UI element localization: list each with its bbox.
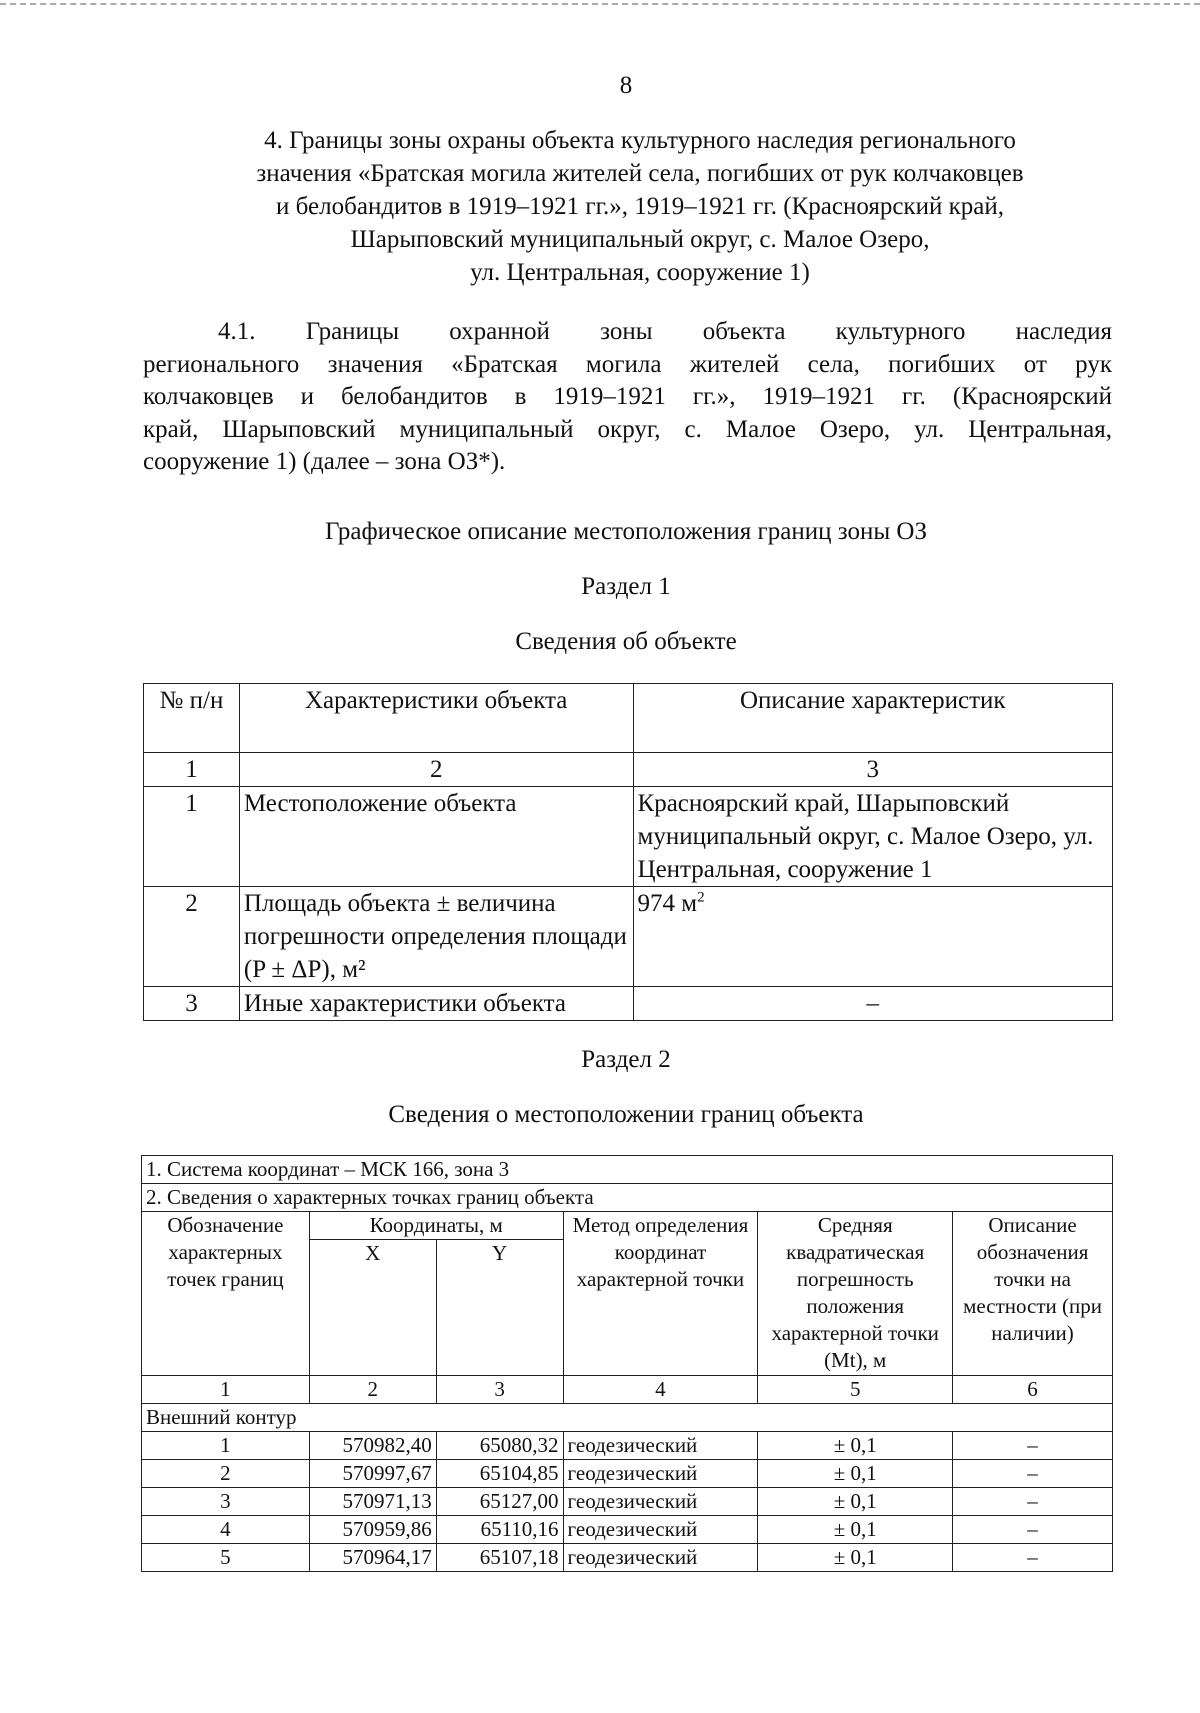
point-x: 570971,13 xyxy=(309,1488,436,1516)
row-value xyxy=(633,887,1112,987)
column-number-row xyxy=(142,1376,1113,1404)
table-row xyxy=(142,1432,1113,1460)
paragraph-line: 4.1. Границы охранной зоны объекта культурного наследия xyxy=(218,318,1112,345)
paragraph-line: сооружение 1) (далее – зона ОЗ*). xyxy=(143,448,506,475)
table-row xyxy=(144,787,1113,887)
heading-line: ул. Центральная, сооружение 1) xyxy=(470,259,810,286)
heading-line: и белобандитов в 1919–1921 гг.», 1919–1921 гг. (Красноярский край, xyxy=(276,193,1004,220)
coord-system-row xyxy=(142,1156,1113,1184)
row-characteristic: Иные характеристики объекта xyxy=(239,987,633,1021)
point-method: геодезический xyxy=(563,1460,758,1488)
heading-line: Шарыповский муниципальный округ, с. Малое Озеро, xyxy=(350,226,930,253)
point-x: 570964,17 xyxy=(309,1544,436,1572)
point-y: 65110,16 xyxy=(436,1516,563,1544)
row-num: 3 xyxy=(144,987,240,1021)
area-value: 974 м xyxy=(637,890,698,917)
paragraph-line: край, Шарыповский муниципальный округ, с. Малое Озеро, ул. Центральная, xyxy=(143,415,1112,443)
col-number: 1 xyxy=(142,1376,310,1404)
table-row xyxy=(142,1488,1113,1516)
row-num: 2 xyxy=(144,887,240,987)
section2-subtitle: Сведения о местоположении границ объекта xyxy=(388,1101,864,1128)
point-num: 5 xyxy=(142,1544,310,1572)
point-method: геодезический xyxy=(563,1488,758,1516)
table-row xyxy=(144,987,1113,1021)
row-value: – xyxy=(633,987,1112,1021)
paragraph-line: колчаковцев и белобандитов в 1919–1921 гг.», 1919–1921 гг. (Красноярский xyxy=(143,383,1112,410)
point-error: ± 0,1 xyxy=(758,1516,953,1544)
col-number: 3 xyxy=(436,1376,563,1404)
graphic-description-title: Графическое описание местоположения границ зоны ОЗ xyxy=(325,518,927,545)
header-point-description: Описание обозначения точки на местности (при наличии) xyxy=(953,1212,1113,1376)
contour-label: Внешний контур xyxy=(142,1404,1113,1432)
header-characteristics: Характеристики объекта xyxy=(239,684,633,753)
point-y: 65107,18 xyxy=(436,1544,563,1572)
col-number: 4 xyxy=(563,1376,758,1404)
point-description: – xyxy=(953,1432,1113,1460)
header-coords: Координаты, м xyxy=(309,1212,563,1240)
col-number: 1 xyxy=(144,753,240,787)
section-heading xyxy=(140,124,1140,289)
section2-title: Раздел 2 xyxy=(581,1046,671,1073)
scan-top-edge xyxy=(0,3,1200,5)
points-title: 2. Сведения о характерных точках границ объекта xyxy=(142,1184,1113,1212)
col-number: 5 xyxy=(758,1376,953,1404)
point-error: ± 0,1 xyxy=(758,1544,953,1572)
header-x: X xyxy=(309,1240,436,1376)
heading-line: 4. Границы зоны охраны объекта культурного наследия регионального xyxy=(264,127,1016,154)
boundary-points-table xyxy=(141,1155,1113,1572)
contour-row xyxy=(142,1404,1113,1432)
header-method: Метод определения координат характерной точки xyxy=(563,1212,758,1376)
point-x: 570959,86 xyxy=(309,1516,436,1544)
point-error: ± 0,1 xyxy=(758,1460,953,1488)
point-error: ± 0,1 xyxy=(758,1432,953,1460)
row-num: 1 xyxy=(144,787,240,887)
point-y: 65104,85 xyxy=(436,1460,563,1488)
table-header-row xyxy=(144,684,1113,753)
point-x: 570997,67 xyxy=(309,1460,436,1488)
row-value: Красноярский край, Шарыповский муниципальный округ, с. Малое Озеро, ул. Центральная, сооружение 1 xyxy=(633,787,1112,887)
heading-line: значения «Братская могила жителей села, погибших от рук колчаковцев xyxy=(256,160,1024,187)
table-row xyxy=(142,1516,1113,1544)
points-title-row xyxy=(142,1184,1113,1212)
header-y: Y xyxy=(436,1240,563,1376)
section1-subtitle: Сведения об объекте xyxy=(515,628,737,655)
point-description: – xyxy=(953,1516,1113,1544)
header-designation: Обозначение характерных точек границ xyxy=(142,1212,310,1376)
table-row xyxy=(142,1544,1113,1572)
point-num: 3 xyxy=(142,1488,310,1516)
point-description: – xyxy=(953,1460,1113,1488)
point-description: – xyxy=(953,1544,1113,1572)
row-characteristic: Площадь объекта ± величина погрешности определения площади (P ± ΔP), м² xyxy=(239,887,633,987)
section1-title: Раздел 1 xyxy=(581,573,671,600)
paragraph-line: регионального значения «Братская могила жителей села, погибших от рук xyxy=(143,350,1112,378)
point-method: геодезический xyxy=(563,1544,758,1572)
point-description: – xyxy=(953,1488,1113,1516)
col-number: 2 xyxy=(309,1376,436,1404)
point-y: 65127,00 xyxy=(436,1488,563,1516)
header-num: № п/н xyxy=(144,684,240,753)
header-error: Средняя квадратическая погрешность положения характерной точки (Mt), м xyxy=(758,1212,953,1376)
header-description: Описание характеристик xyxy=(633,684,1112,753)
column-number-row xyxy=(144,753,1113,787)
paragraph-4-1 xyxy=(143,316,1112,479)
object-info-table xyxy=(143,683,1113,1021)
point-num: 4 xyxy=(142,1516,310,1544)
point-method: геодезический xyxy=(563,1432,758,1460)
col-number: 3 xyxy=(633,753,1112,787)
point-y: 65080,32 xyxy=(436,1432,563,1460)
row-characteristic: Местоположение объекта xyxy=(239,787,633,887)
point-error: ± 0,1 xyxy=(758,1488,953,1516)
point-method: геодезический xyxy=(563,1516,758,1544)
area-unit-exponent: 2 xyxy=(697,889,705,906)
table-row xyxy=(142,1460,1113,1488)
coord-system: 1. Система координат – МСК 166, зона 3 xyxy=(142,1156,1113,1184)
point-num: 1 xyxy=(142,1432,310,1460)
col-number: 6 xyxy=(953,1376,1113,1404)
point-num: 2 xyxy=(142,1460,310,1488)
point-x: 570982,40 xyxy=(309,1432,436,1460)
col-number: 2 xyxy=(239,753,633,787)
table-header-row xyxy=(142,1212,1113,1240)
page-number: 8 xyxy=(619,72,633,99)
table-row xyxy=(144,887,1113,987)
